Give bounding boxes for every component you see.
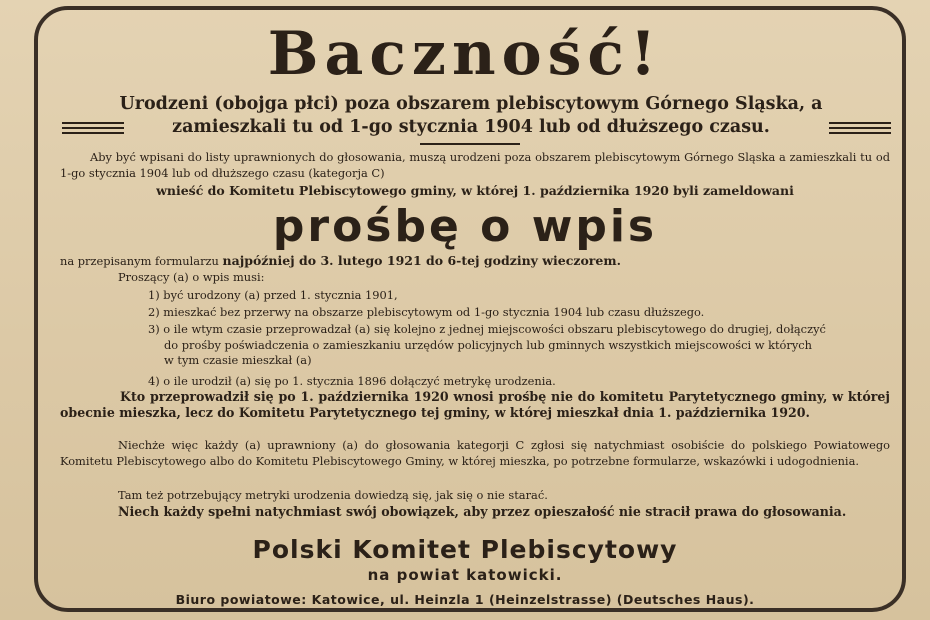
deadline-bold: najpóźniej do 3. lutego 1921 do 6-tej godziny wieczorem. bbox=[222, 253, 621, 268]
requirement-text: 3) o ile wtym czasie przeprowadzał (a) się kolejno z jednej miejscowości obszaru plebiscytowego do drugiej, dołączyć bbox=[148, 322, 826, 336]
deadline-prefix: na przepisanym formularzu bbox=[60, 254, 219, 268]
submit-line: wnieść do Komitetu Plebiscytowego gminy, w której 1. października 1920 byli zameldowani bbox=[156, 183, 794, 198]
call-paragraph: Niechże więc każdy (a) uprawniony (a) do głosowania kategorji C zgłosi się natychmiast osobiście do polskiego Powiatowego Komitetu Plebiscytowego albo do Komitetu Plebiscytowego Gminy, w której mieszka, po potrzebne formularze, wskazówki i udogodnienia. bbox=[60, 438, 890, 468]
decorative-rule-right bbox=[829, 122, 891, 134]
requirement-item: 1) być urodzony (a) przed 1. stycznia 1901, bbox=[148, 288, 398, 302]
duty-notice: Niech każdy spełni natychmiast swój obowiązek, aby przez opieszałość nie stracił prawa do głosowania. bbox=[118, 504, 847, 519]
section-divider bbox=[420, 143, 520, 145]
requirement-item: 4) o ile urodził (a) się po 1. stycznia 1896 dołączyć metrykę urodzenia. bbox=[148, 374, 556, 388]
moved-notice: Kto przeprowadził się po 1. października 1920 wnosi prośbę nie do komitetu Parytetycznego gminy, w której obecnie mieszka, lecz do Komitetu Parytetycznego tej gminy, w której mieszkał dnia 1. października 1920. bbox=[60, 389, 890, 420]
poster-title: Baczność! bbox=[267, 19, 663, 89]
deadline-line bbox=[60, 253, 890, 270]
requirement-continuation: do prośby poświadczenia o zamieszkaniu urzędów policyjnych lub gminnych wszystkich miejscowości w których bbox=[164, 337, 813, 352]
intro-paragraph: Aby być wpisani do listy uprawnionych do głosowania, muszą urodzeni poza obszarem plebiscytowym Górnego Sląska a zamieszkali tu od 1-go stycznia 1904 lub od dłuższego czasu (kategorja C) bbox=[60, 150, 890, 180]
subtitle-line-2: zamieszkali tu od 1-go stycznia 1904 lub od dłuższego czasu. bbox=[172, 117, 770, 137]
requirement-continuation: w tym czasie mieszkał (a) bbox=[164, 353, 312, 367]
birth-records-line: Tam też potrzebujący metryki urodzenia dowiedzą się, jak się o nie starać. bbox=[118, 488, 548, 502]
office-address: Biuro powiatowe: Katowice, ul. Heinzla 1 (Heinzelstrasse) (Deutsches Haus). bbox=[175, 592, 755, 607]
requirements-intro: Proszący (a) o wpis musi: bbox=[118, 270, 265, 284]
subtitle-line-1: Urodzeni (obojga płci) poza obszarem plebiscytowym Górnego Sląska, a bbox=[119, 94, 823, 114]
requirement-item: 2) mieszkać bez przerwy na obszarze plebiscytowym od 1-go stycznia 1904 lub czasu dłuższego. bbox=[148, 305, 705, 319]
organization-district: na powiat katowicki. bbox=[367, 566, 563, 584]
organization-name: Polski Komitet Plebiscytowy bbox=[252, 535, 678, 564]
headline: prośbę o wpis bbox=[272, 201, 658, 252]
requirement-item bbox=[148, 322, 888, 369]
